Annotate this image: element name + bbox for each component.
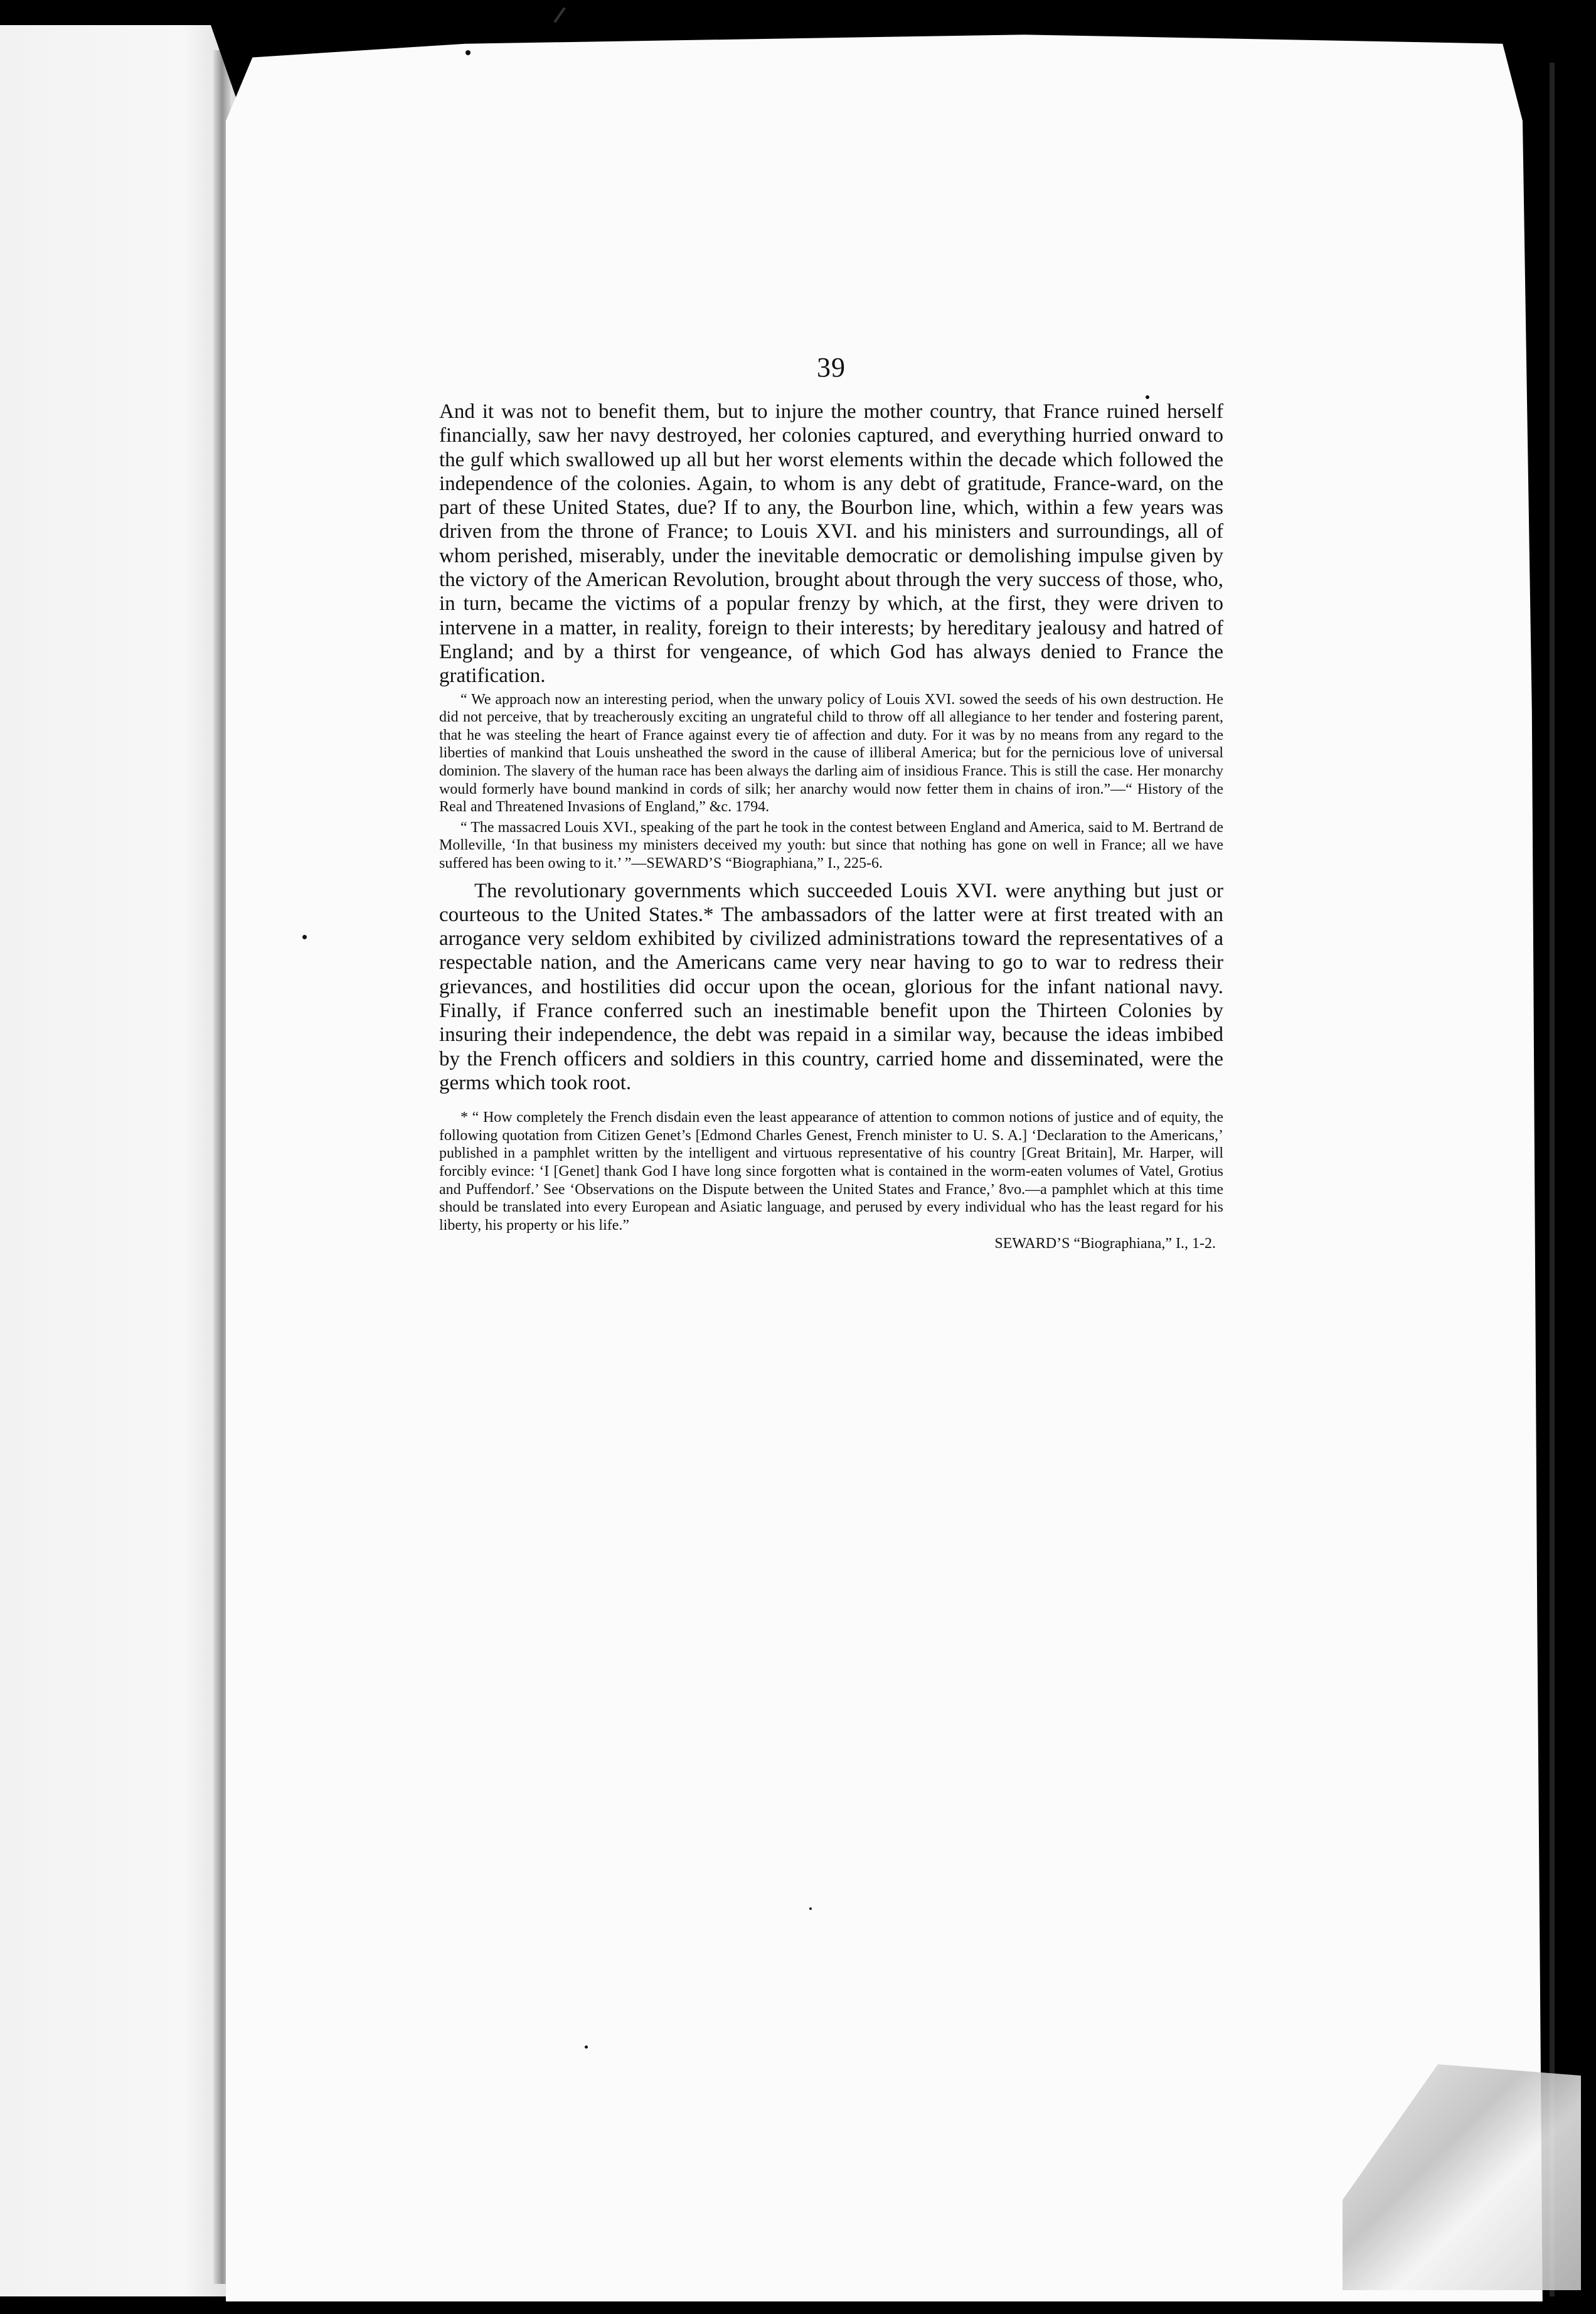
quotation-1: “ We approach now an interesting period, when the unwary policy of Louis XVI. sowed the seeds of his own destruction. He did not perceive, that by treacherously exciting an ungrateful child to throw off all allegiance to her tender and fostering parent, that he was steeling the heart of France against every tie of affection and duty. For it was by no means from any regard to the liberties of mankind that Louis unsheathed the sword in the cause of illiberal America; but for the pernicious love of universal dominion. The slavery of the human race has been always the darling aim of insidious France. This is still the case. Her monarchy would formerly have bound mankind in cords of silk; her anarchy would now fetter them in chains of iron.”—“ History of the Real and Threatened Invasions of England,” &c. 1794. (439, 691, 1223, 816)
scan-mark (553, 7, 565, 23)
speck (585, 2045, 588, 2049)
speck (302, 935, 307, 939)
footnote-source: SEWARD’S “Biographiana,” I., 1-2. (994, 1235, 1216, 1252)
body-paragraph-2: The revolutionary governments which succeeded Louis XVI. were anything but just or courteous to the United States.* The ambassadors of the latter were at first treated with an arrogance very seldom exhibited by civilized administrations toward the representatives of a respectable nation, and the Americans came very near having to go to war to redress their grievances, and hostilities did occur upon the ocean, glorious for the infant national navy. Finally, if France conferred such an inestimable benefit upon the Thirteen Colonies by insuring their independence, the debt was repaid in a similar way, because the ideas imbibed by the French officers and soldiers in this country, carried home and disseminated, were the germs which took root. (439, 879, 1223, 1094)
text-column (439, 351, 1223, 1253)
body-paragraph-1: And it was not to benefit them, but to injure the mother country, that France ruined herself financially, saw her navy destroyed, her colonies captured, and everything hurried onward to the gulf which swallowed up all but her worst elements within the decade which followed the independence of the colonies. Again, to whom is any debt of gratitude, France-ward, on the part of these United States, due? If to any, the Bourbon line, which, within a few years was driven from the throne of France; to Louis XVI. and his ministers and surroundings, all of whom perished, miserably, under the inevitable democratic or demolishing impulse given by the victory of the American Revolution, brought about through the very success of those, who, in turn, became the victims of a popular frenzy by which, at the first, they were driven to intervene in a matter, in reality, foreign to their interests; by hereditary jealousy and hatred of England; and by a thirst for vengeance, of which God has always denied to France the gratification. (439, 400, 1223, 688)
footnote: * “ How completely the French disdain even the least appearance of attention to common notions of justice and of equity, the following quotation from Citizen Genet’s [Edmond Charles Genest, French minister to U. S. A.] ‘Declaration to the Americans,’ published in a pamphlet written by the intelligent and virtuous representative of his country [Great Britain], Mr. Harper, will forcibly evince: ‘I [Genet] thank God I have long since forgotten what is contained in the worm-eaten volumes of Vatel, Grotius and Puffendorf.’ See ‘Observations on the Dispute between the United States and France,’ 8vo.—a pamphlet which at this time should be translated into every European and Asiatic language, and perused by every individual who has the least regard for his liberty, his property or his life.” (439, 1109, 1223, 1234)
page-right-edge (1550, 63, 1555, 2296)
speck (809, 1907, 812, 1910)
page-number: 39 (817, 352, 846, 383)
speck (466, 50, 471, 55)
quotation-2: “ The massacred Louis XVI., speaking of the part he took in the contest between England and America, said to M. Bertrand de Molleville, ‘In that business my ministers deceived my youth: but since that nothing has gone on well in France; all we have suffered has been owing to it.’ ”—SEWARD’S “Biographiana,” I., 225-6. (439, 819, 1223, 872)
